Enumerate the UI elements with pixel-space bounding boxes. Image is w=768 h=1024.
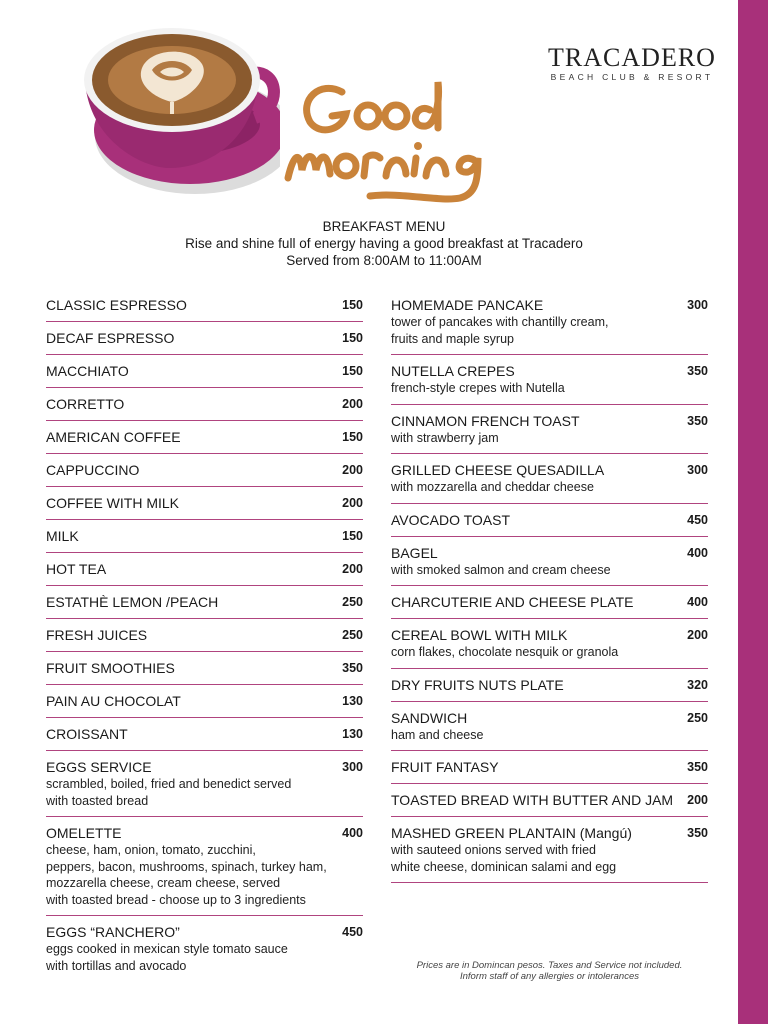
- menu-item: [46, 652, 363, 685]
- menu-item: [46, 751, 363, 817]
- menu-item-price: 200: [687, 628, 708, 642]
- menu-item-name: TOASTED BREAD WITH BUTTER AND JAM: [391, 792, 674, 808]
- menu-item: [46, 388, 363, 421]
- menu-item-price: 200: [342, 496, 363, 510]
- menu-item-description: with strawberry jam: [391, 430, 499, 445]
- menu-column-food: [391, 289, 708, 883]
- menu-item-name: CEREAL BOWL WITH MILK: [391, 627, 568, 643]
- menu-item-description: with smoked salmon and cream cheese: [391, 562, 611, 577]
- menu-item-name: SANDWICH: [391, 709, 468, 726]
- menu-item-price: 150: [342, 298, 363, 312]
- menu-item-name: FRESH JUICES: [46, 627, 148, 643]
- menu-item-price: 200: [342, 397, 363, 411]
- menu-item-price: 130: [342, 694, 363, 708]
- menu-item-price: 400: [687, 595, 708, 609]
- menu-item-description: cheese, ham, onion, tomato, zucchini, peppers, bacon, mushrooms, spinach, turkey ham, mozzarella cheese, cream cheese, served with toasted bread - choose up to 3 ingredients: [46, 843, 327, 907]
- menu-item: [46, 553, 363, 586]
- menu-item-price: 450: [687, 512, 708, 527]
- menu-item-name: CINNAMON FRENCH TOAST: [391, 412, 580, 429]
- menu-item-name: DECAF ESPRESSO: [46, 330, 175, 346]
- menu-item-price: 350: [687, 760, 708, 774]
- menu-item: [46, 487, 363, 520]
- menu-item: [391, 702, 708, 752]
- menu-item: [391, 504, 708, 537]
- menu-column-drinks: [46, 289, 363, 982]
- menu-item-price: 150: [342, 364, 363, 378]
- menu-item-price: 300: [687, 463, 708, 477]
- menu-item-name: MILK: [46, 528, 79, 544]
- footnote-prices: Prices are in Domincan pesos. Taxes and Service not included.: [416, 960, 683, 971]
- menu-item: [391, 817, 708, 883]
- menu-tagline: Rise and shine full of energy having a good breakfast at Tracadero: [185, 236, 583, 251]
- menu-item-name: CLASSIC ESPRESSO: [46, 297, 187, 313]
- menu-item-name: HOMEMADE PANCAKE: [391, 297, 544, 313]
- menu-item: [46, 355, 363, 388]
- menu-item-description: corn flakes, chocolate nesquik or granola: [391, 645, 619, 659]
- menu-item-name: FRUIT SMOOTHIES: [46, 660, 175, 676]
- menu-item: [391, 454, 708, 504]
- menu-item-price: 200: [342, 562, 363, 576]
- menu-item-name: CORRETTO: [46, 396, 125, 412]
- menu-item-price: 200: [342, 463, 363, 477]
- menu-item-description: with sauteed onions served with fried white cheese, dominican salami and egg: [391, 843, 617, 874]
- menu-item-price: 350: [342, 661, 363, 675]
- brand-subtitle: BEACH CLUB & RESORT: [550, 72, 714, 82]
- menu-item-price: 400: [687, 545, 708, 560]
- footnote-allergies: Inform staff of any allergies or intolerances: [459, 971, 639, 982]
- menu-item-price: 200: [687, 793, 708, 807]
- menu-item-name: BAGEL: [391, 544, 438, 561]
- menu-item-price: 150: [342, 529, 363, 543]
- menu-item-name: GRILLED CHEESE QUESADILLA: [391, 462, 605, 478]
- menu-item-description: with mozzarella and cheddar cheese: [391, 480, 594, 494]
- menu-item-name: ESTATHÈ LEMON /PEACH: [46, 594, 219, 610]
- menu-item: [391, 751, 708, 784]
- menu-item: [391, 289, 708, 355]
- menu-item-name: NUTELLA CREPES: [391, 363, 515, 379]
- menu-item: [391, 355, 708, 405]
- menu-item-name: COFFEE WITH MILK: [46, 495, 179, 511]
- menu-item: [391, 405, 708, 455]
- menu-item-name: FRUIT FANTASY: [391, 759, 499, 775]
- menu-item-name: CHARCUTERIE AND CHEESE PLATE: [391, 594, 634, 610]
- menu-item-price: 150: [342, 331, 363, 345]
- menu-item-price: 300: [342, 760, 363, 774]
- menu-item-name: EGGS SERVICE: [46, 759, 152, 775]
- menu-item: [46, 322, 363, 355]
- menu-item-price: 320: [687, 677, 708, 692]
- menu-item-price: 150: [342, 430, 363, 444]
- menu-hours: Served from 8:00AM to 11:00AM: [286, 253, 482, 268]
- coffee-cup-icon: [50, 18, 280, 228]
- menu-item-description: ham and cheese: [391, 727, 484, 742]
- menu-item-name: CAPPUCCINO: [46, 462, 140, 478]
- menu-item-name: CROISSANT: [46, 726, 128, 742]
- brand-logo: [540, 44, 724, 82]
- menu-item: [46, 718, 363, 751]
- menu-item: [46, 289, 363, 322]
- menu-item-price: 400: [342, 826, 363, 840]
- menu-item-description: french-style crepes with Nutella: [391, 381, 565, 395]
- menu-item-price: 350: [687, 413, 708, 428]
- menu-item-name: HOT TEA: [46, 561, 107, 577]
- menu-item-name: MACCHIATO: [46, 363, 129, 379]
- brand-name: TRACADERO: [548, 43, 716, 72]
- menu-item-name: OMELETTE: [46, 825, 122, 841]
- footnote: [392, 960, 707, 982]
- menu-item: [46, 454, 363, 487]
- menu-item: [391, 537, 708, 587]
- menu-item: [46, 685, 363, 718]
- menu-item-price: 250: [342, 595, 363, 609]
- menu-item: [391, 619, 708, 669]
- menu-item-price: 250: [342, 628, 363, 642]
- menu-item-price: 350: [687, 364, 708, 378]
- menu-item: [46, 421, 363, 454]
- menu-item: [46, 916, 363, 982]
- menu-item-price: 300: [687, 298, 708, 312]
- menu-item: [46, 619, 363, 652]
- menu-item-name: AVOCADO TOAST: [391, 511, 511, 528]
- menu-intro: [0, 218, 768, 269]
- menu-item-name: EGGS “RANCHERO”: [46, 924, 180, 940]
- menu-item: [391, 669, 708, 702]
- menu-item: [46, 817, 363, 916]
- menu-item-price: 350: [687, 826, 708, 840]
- menu-item: [391, 586, 708, 619]
- menu-item: [46, 586, 363, 619]
- side-accent-bar: [738, 0, 768, 1024]
- menu-item-price: 450: [342, 925, 363, 939]
- menu-item: [46, 520, 363, 553]
- menu-item-name: AMERICAN COFFEE: [46, 429, 181, 445]
- menu-item: [391, 784, 708, 817]
- menu-item-description: scrambled, boiled, fried and benedict served with toasted bread: [46, 777, 292, 808]
- good-morning-lettering: [280, 70, 495, 210]
- menu-item-description: tower of pancakes with chantilly cream, fruits and maple syrup: [391, 315, 609, 346]
- menu-item-name: PAIN AU CHOCOLAT: [46, 693, 181, 709]
- menu-item-price: 130: [342, 727, 363, 741]
- menu-item-price: 250: [687, 710, 708, 725]
- menu-item-name: MASHED GREEN PLANTAIN (Mangú): [391, 825, 632, 841]
- menu-title: BREAKFAST MENU: [322, 219, 446, 234]
- menu-item-description: eggs cooked in mexican style tomato sauce with tortillas and avocado: [46, 942, 288, 973]
- menu-item-name: DRY FRUITS NUTS PLATE: [391, 676, 564, 693]
